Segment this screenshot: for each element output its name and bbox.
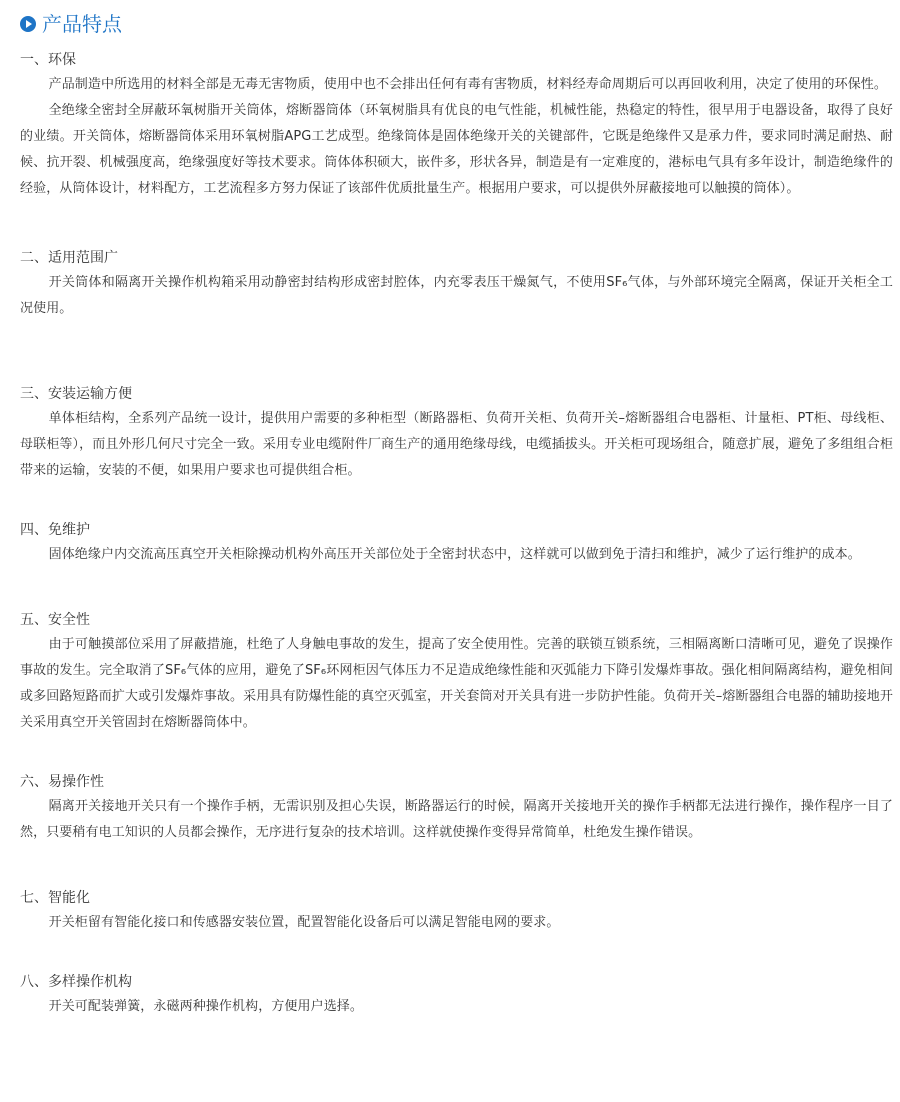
feature-section-environmental — [20, 48, 893, 202]
section-heading: 五、安全性 — [20, 612, 90, 628]
feature-section-maintenance-free — [20, 518, 893, 568]
section-heading: 七、智能化 — [20, 890, 90, 906]
section-heading: 四、免维护 — [20, 522, 90, 538]
section-paragraph: 隔离开关接地开关只有一个操作手柄，无需识别及担心失误，断路器运行的时候，隔离开关接地开关的操作手柄都无法进行操作，操作程序一目了然，只要稍有电工知识的人员都会操作，无序进行复杂的技术培训。这样就使操作变得异常简单，杜绝发生操作错误。 — [20, 799, 893, 840]
section-paragraph: 固体绝缘户内交流高压真空开关柜除操动机构外高压开关部位处于全密封状态中，这样就可以做到免于清扫和维护，减少了运行维护的成本。 — [48, 547, 861, 562]
section-paragraph: 单体柜结构，全系列产品统一设计，提供用户需要的多种柜型（断路器柜、负荷开关柜、负荷开关–熔断器组合电器柜、计量柜、PT柜、母线柜、母联柜等），而且外形几何尺寸完全一致。采用专业电缆附件厂商生产的通用绝缘母线，电缆插拔头。开关柜可现场组合，随意扩展，避免了多组组合柜带来的运输，安装的不便，如果用户要求也可提供组合柜。 — [20, 411, 893, 478]
feature-section-ease-of-operation — [20, 770, 893, 846]
section-heading: 一、环保 — [20, 52, 76, 68]
feature-section-intelligent — [20, 886, 893, 936]
section-paragraph: 开关可配装弹簧，永磁两种操作机构，方便用户选择。 — [48, 999, 363, 1014]
feature-section-safety — [20, 608, 893, 736]
section-paragraph: 产品制造中所选用的材料全部是无毒无害物质，使用中也不会排出任何有毒有害物质，材料经寿命周期后可以再回收利用，决定了使用的环保性。 — [48, 77, 887, 92]
section-paragraph: 开关柜留有智能化接口和传感器安装位置，配置智能化设备后可以满足智能电网的要求。 — [48, 915, 560, 930]
section-heading: 三、安装运输方便 — [20, 386, 132, 402]
feature-list — [20, 48, 893, 1020]
circle-arrow-right-icon — [20, 16, 36, 32]
feature-section-operating-mechanism — [20, 970, 893, 1020]
section-paragraph: 全绝缘全密封全屏蔽环氧树脂开关筒体，熔断器筒体（环氧树脂具有优良的电气性能，机械性能，热稳定的特性，很早用于电器设备，取得了良好的业绩。开关筒体，熔断器筒体采用环氧树脂APG工艺成型。绝缘筒体是固体绝缘开关的关键部件，它既是绝缘件又是承力件，要求同时满足耐热、耐候、抗开裂、机械强度高，绝缘强度好等技术要求。筒体体积硕大，嵌件多，形状各异，制造是有一定难度的，港标电气具有多年设计，制造绝缘件的经验，从筒体设计，材料配方，工艺流程多方努力保证了该部件优质批量生产。根据用户要求，可以提供外屏蔽接地可以触摸的筒体）。 — [20, 103, 893, 196]
feature-section-wide-application — [20, 246, 893, 322]
section-heading: 二、适用范围广 — [20, 250, 118, 266]
page-title: 产品特点 — [42, 12, 122, 36]
section-header — [20, 12, 122, 36]
feature-section-installation — [20, 382, 893, 484]
section-paragraph: 由于可触摸部位采用了屏蔽措施，杜绝了人身触电事故的发生，提高了安全使用性。完善的联锁互锁系统，三相隔离断口清晰可见，避免了误操作事故的发生。完全取消了SF₆气体的应用，避免了SF₆环网柜因气体压力不足造成绝缘性能和灭弧能力下降引发爆炸事故。强化相间隔离结构，避免相间或多回路短路而扩大或引发爆炸事故。采用具有防爆性能的真空灭弧室，开关套筒对开关具有进一步防护性能。负荷开关–熔断器组合电器的辅助接地开关采用真空开关管固封在熔断器筒体中。 — [20, 637, 893, 730]
section-paragraph: 开关筒体和隔离开关操作机构箱采用动静密封结构形成密封腔体，内充零表压干燥氮气，不使用SF₆气体，与外部环境完全隔离，保证开关柜全工况使用。 — [20, 275, 893, 316]
section-heading: 八、多样操作机构 — [20, 974, 132, 990]
section-heading: 六、易操作性 — [20, 774, 104, 790]
